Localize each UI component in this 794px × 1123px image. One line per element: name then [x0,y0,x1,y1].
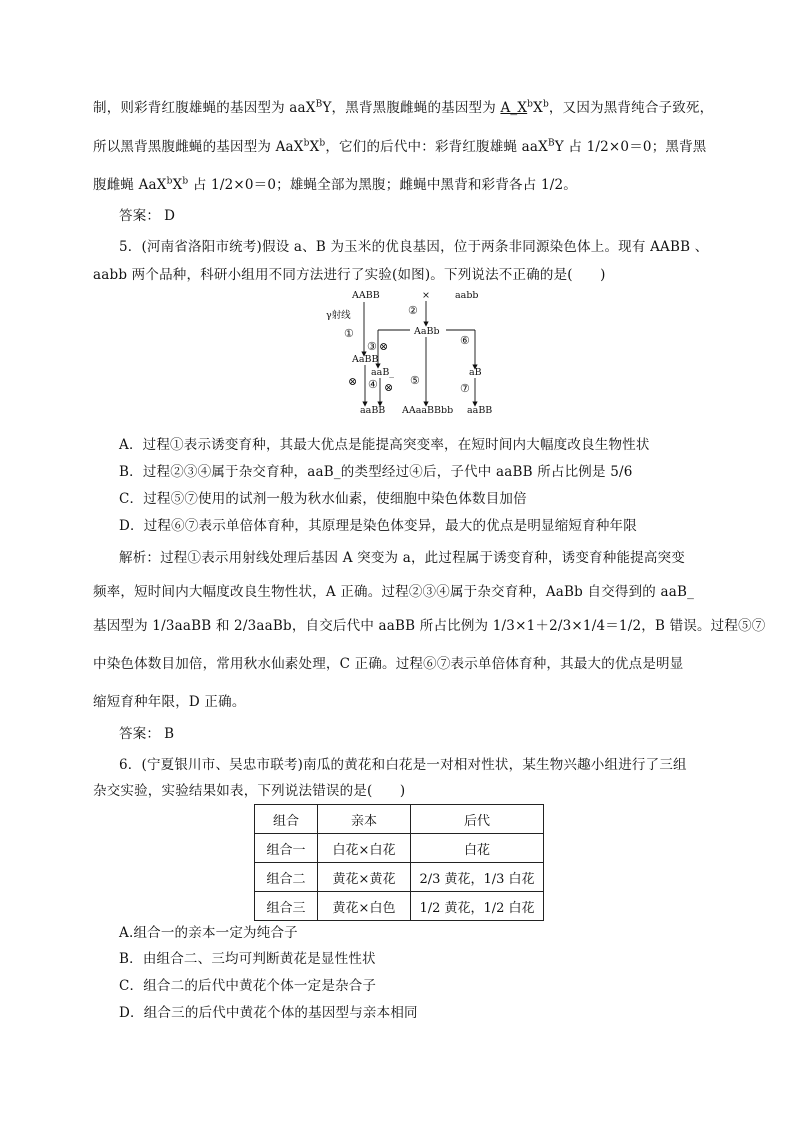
table-cell: 黄花×黄花 [318,863,411,892]
q6-stem-line-2: 杂交实验，实验结果如表，下列说法错误的是( ) [93,783,406,799]
step-3-label: ③ [367,340,377,353]
table-row [255,892,544,921]
q5-analysis-line-1: 解析：过程①表示用射线处理后基因 A 突变为 a，此过程属于诱变育种，诱变育种能提高突变 [119,550,685,566]
q5-analysis-line-3: 基因型为 1/3aaBB 和 2/3aaBb，自交后代中 aaBB 所占比例为 1/3×1＋2/3×1/4＝1/2，B 错误。过程⑤⑦ [93,618,766,634]
mutant-aabb: AaBB [352,354,379,365]
q5-stem-line-1: 5．(河南省洛阳市统考)假设 a、B 为玉米的优良基因，位于两条非同源染色体上。现有 AABB 、 [119,239,709,255]
self-cross-2: ⊗ [348,375,358,388]
step-1-label: ① [344,327,354,340]
result-aabb-1: aaBB [360,405,386,416]
table-cell: 组合二 [255,863,318,892]
step-7-label: ⑦ [460,382,470,395]
q6-stem-line-1: 6．(宁夏银川市、吴忠市联考)南瓜的黄花和白花是一对相对性状，某生物兴趣小组进行了三组 [119,757,687,773]
q6-option-c[interactable]: C．组合二的后代中黄花个体一定是杂合子 [119,978,377,994]
step-2-label: ② [408,304,418,317]
table-cell: 白花 [411,834,544,863]
table-header-cell: 后代 [411,805,544,834]
table-row [255,834,544,863]
q5-analysis-line-4: 中染色体数目加倍，常用秋水仙素处理，C 正确。过程⑥⑦表示单倍体育种，其最大的优点是明显 [93,656,684,672]
q5-option-b[interactable]: B．过程②③④属于杂交育种，aaB_的类型经过④后，子代中 aaBB 所占比例是 5/6 [119,464,633,480]
explanation-line-3: 腹雌蝇 $AaX^bX^b$ 占 1/2×0＝0；雄蝇全部为黑腹；雌蝇中黑背和彩背各占 1/2。 [93,176,577,193]
table-row [255,863,544,892]
results-table [254,804,544,921]
self-cross-3: ⊗ [384,381,394,394]
table-cell: 黄花×白色 [318,892,411,921]
q5-stem-line-2: aabb 两个品种，科研小组用不同方法进行了实验(如图)。下列说法不正确的是( ) [93,267,606,283]
table-header-row [255,805,544,834]
haploid-ab: aB [469,367,482,378]
table-cell: 2/3 黄花，1/3 白花 [411,863,544,892]
q5-analysis-line-5: 缩短育种年限，D 正确。 [93,694,246,710]
parent-aabb-top: AABB [352,290,380,301]
prev-answer: 答案： D [119,208,176,224]
table-header-cell: 亲本 [318,805,411,834]
q5-option-d[interactable]: D．过程⑥⑦表示单倍体育种，其原理是染色体变异，最大的优点是明显缩短育种年限 [119,518,637,534]
q6-option-d[interactable]: D．组合三的后代中黄花个体的基因型与亲本相同 [119,1005,418,1021]
self-cross-1: ⊗ [379,340,389,353]
cross-symbol: × [422,290,430,301]
q6-option-b[interactable]: B．由组合二、三均可判断黄花是显性性状 [119,951,376,967]
aab-partial: aaB_ [371,367,395,378]
breeding-diagram [322,288,492,420]
table-cell: 1/2 黄花，1/2 白花 [411,892,544,921]
table-header-cell: 组合 [255,805,318,834]
table-cell: 组合一 [255,834,318,863]
q6-option-a[interactable]: A.组合一的亲本一定为纯合子 [119,925,298,941]
q5-analysis-line-2: 频率，短时间内大幅度改良生物性状，A 正确。过程②③④属于杂交育种，AaBb 自交得到的 aaB_ [93,584,695,600]
explanation-line-2: 所以黑背黑腹雌蝇的基因型为 $AaX^bX^b$，它们的后代中：彩背红腹雄蝇 aaX$^B$Y 占 1/2×0＝0；黑背黑 [93,138,707,155]
table-cell: 白花×白花 [318,834,411,863]
step-6-label: ⑥ [460,334,470,347]
parent-aabb-right: aabb [455,290,479,301]
q5-option-a[interactable]: A．过程①表示诱变育种，其最大优点是能提高突变率，在短时间内大幅度改良生物性状 [119,437,650,453]
step-4-label: ④ [368,378,378,391]
step-5-label: ⑤ [410,374,420,387]
q5-option-c[interactable]: C．过程⑤⑦使用的试剂一般为秋水仙素，使细胞中染色体数目加倍 [119,491,527,507]
table-cell: 组合三 [255,892,318,921]
result-aaaabbbb: AAaaBBbb [402,405,454,416]
q5-answer: 答案： B [119,726,175,742]
result-aabb-3: aaBB [467,405,492,416]
f1-aabb: AaBb [414,326,440,337]
gamma-label: γ射线 [326,310,351,321]
explanation-line-1: 制，则彩背红腹雄蝇的基因型为 aaX$^B$Y，黑背黑腹雌蝇的基因型为 $A\_X^bX^b$，又因为黑背纯合子致死， [93,99,714,116]
